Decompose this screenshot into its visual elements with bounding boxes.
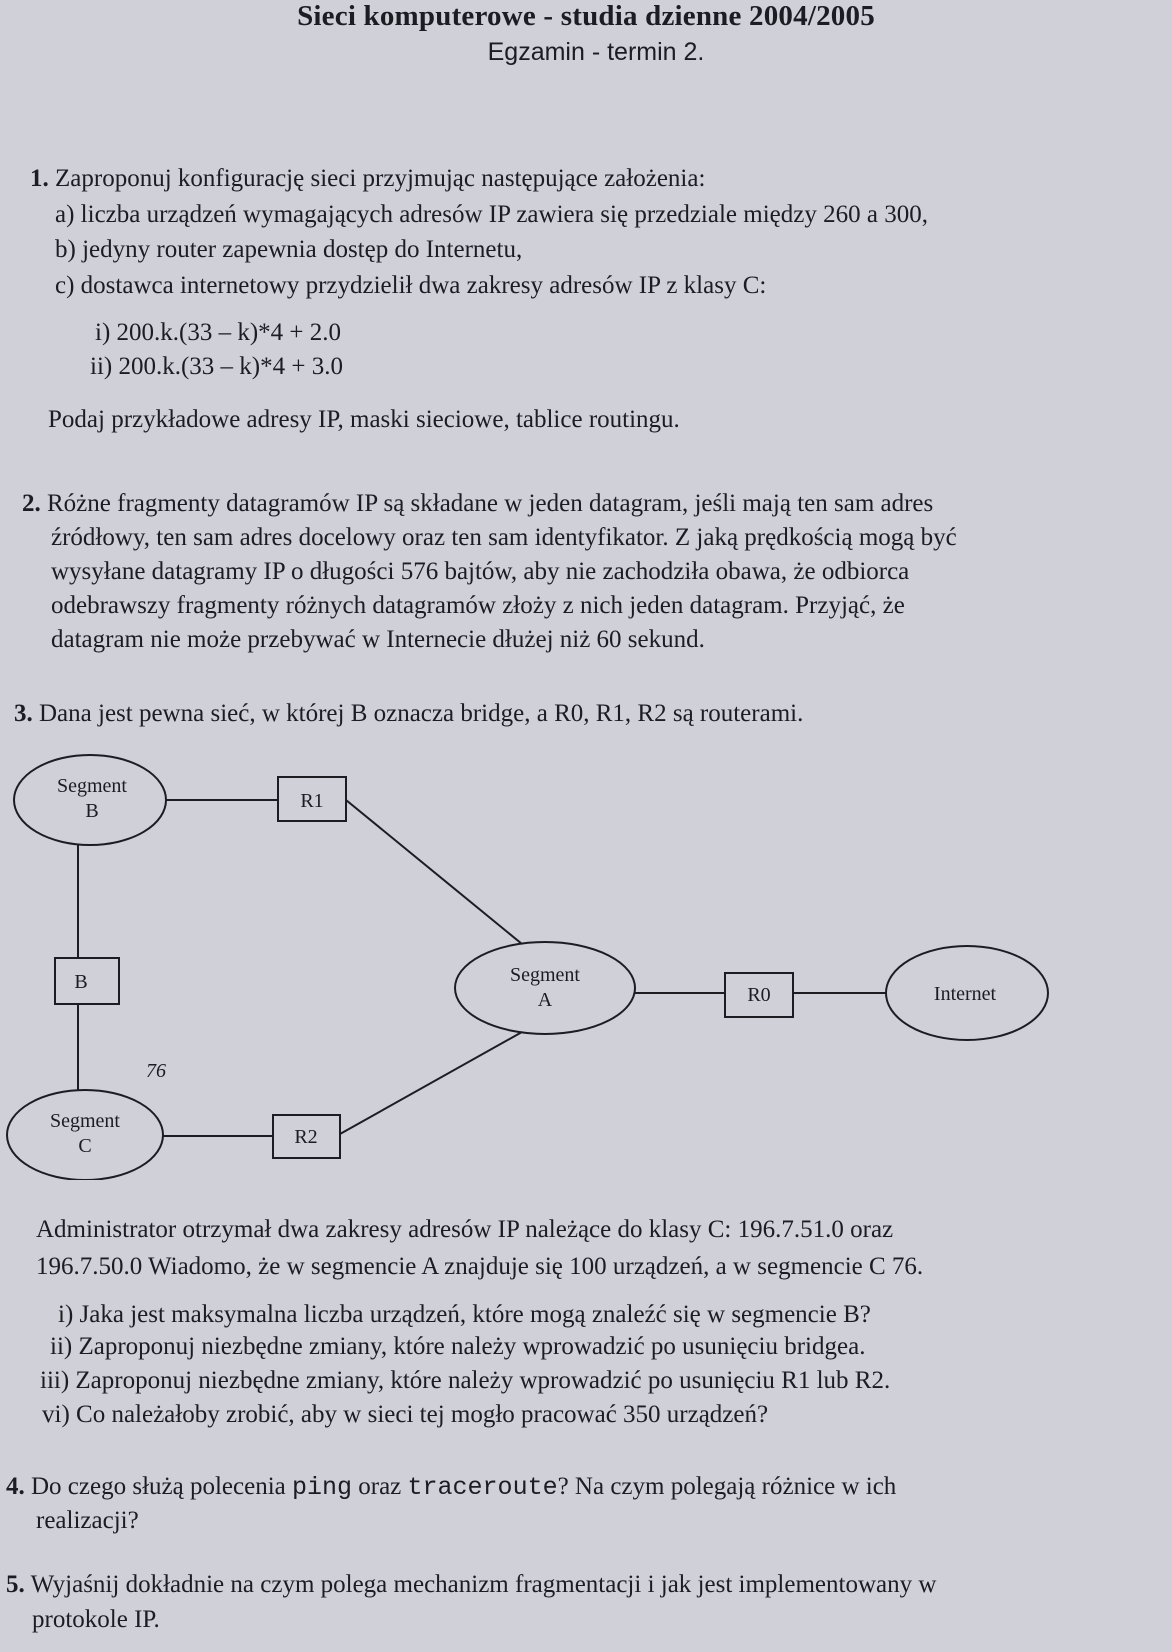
- q2-line-4: odebrawszy fragmenty różnych datagramów złoży z nich jeden datagram. Przyjąć, że: [51, 592, 905, 619]
- q1-range-i: i) 200.k.(33 – k)*4 + 2.0: [95, 319, 342, 346]
- q4-number: 4.: [6, 1473, 25, 1500]
- q2-number: 2.: [22, 490, 41, 517]
- segment-c-label-2: C: [78, 1135, 92, 1157]
- q1-range-ii: ii) 200.k.(33 – k)*4 + 3.0: [90, 353, 343, 380]
- router-r2-label: R2: [294, 1126, 318, 1148]
- page-title: Sieci komputerowe - studia dzienne 2004/2005: [297, 0, 875, 32]
- q5-line-2: protokole IP.: [32, 1606, 160, 1633]
- q2-text-1: Różne fragmenty datagramów IP są składane w jeden datagram, jeśli mają ten sam adres: [47, 490, 934, 517]
- handwritten-note: 76: [146, 1060, 166, 1082]
- segment-a-label-2: A: [537, 989, 553, 1011]
- link-r2-sega: [340, 1032, 522, 1134]
- q2-line-1: [22, 490, 933, 519]
- segment-b-label-1: Segment: [57, 775, 127, 797]
- q5-text-1: Wyjaśnij dokładnie na czym polega mechanizm fragmentacji i jak jest implementowany w: [30, 1571, 937, 1598]
- q5-number: 5.: [6, 1571, 25, 1598]
- q3-sub-ii: ii) Zaproponuj niezbędne zmiany, które należy wprowadzić po usunięciu bridgea.: [50, 1333, 866, 1360]
- q3-admin-line-1: Administrator otrzymał dwa zakresy adresów IP należące do klasy C: 196.7.51.0 oraz: [36, 1216, 894, 1243]
- q3-sub-i: i) Jaka jest maksymalna liczba urządzeń, które mogą znaleźć się w segmencie B?: [58, 1301, 871, 1328]
- router-r0-label: R0: [747, 984, 771, 1006]
- segment-a-node: [455, 942, 635, 1034]
- q3-text: Dana jest pewna sieć, w której B oznacza bridge, a R0, R1, R2 są routerami.: [39, 700, 804, 727]
- segment-c-label-1: Segment: [50, 1110, 120, 1132]
- q1-intro: [30, 165, 705, 194]
- q4-text-post: ? Na czym polegają różnice w ich: [557, 1473, 897, 1500]
- bridge-label: B: [74, 971, 88, 993]
- network-diagram: [0, 730, 1080, 1180]
- q4-text-mid: oraz: [358, 1473, 402, 1500]
- q2-line-2: źródłowy, ten sam adres docelowy oraz ten sam identyfikator. Z jaką prędkością mogą być: [51, 524, 957, 551]
- q3-sub-iii: iii) Zaproponuj niezbędne zmiany, które należy wprowadzić po usunięciu R1 lub R2.: [40, 1367, 891, 1394]
- q1-item-c: c) dostawca internetowy przydzielił dwa zakresy adresów IP z klasy C:: [55, 272, 767, 299]
- q3-intro: [14, 700, 803, 729]
- q3-admin-line-2: 196.7.50.0 Wiadomo, że w segmencie A znajduje się 100 urządzeń, a w segmencie C 76.: [36, 1253, 924, 1280]
- q4-command-traceroute: traceroute: [407, 1473, 558, 1502]
- q5-line-1: [6, 1571, 936, 1600]
- segment-a-label-1: Segment: [510, 964, 580, 986]
- q3-number: 3.: [14, 700, 33, 727]
- q1-footer: Podaj przykładowe adresy IP, maski sieciowe, tablice routingu.: [48, 406, 680, 433]
- q1-number: 1.: [30, 165, 49, 192]
- q4-line-2: realizacji?: [36, 1507, 139, 1534]
- internet-label: Internet: [933, 983, 997, 1005]
- q2-line-3: wysyłane datagramy IP o długości 576 bajtów, aby nie zachodziła obawa, że odbiorca: [51, 558, 910, 585]
- q3-sub-vi: vi) Co należałoby zrobić, aby w sieci tej mogło pracować 350 urządzeń?: [42, 1401, 769, 1428]
- link-r1-sega: [346, 800, 522, 944]
- page-subtitle: Egzamin - termin 2.: [487, 38, 705, 66]
- q4-command-ping: ping: [292, 1473, 353, 1502]
- router-r1-label: R1: [300, 790, 324, 812]
- q4-line-1: [6, 1473, 896, 1503]
- q1-item-a: a) liczba urządzeń wymagających adresów IP zawiera się przedziale między 260 a 300,: [55, 201, 928, 228]
- q1-item-b: b) jedyny router zapewnia dostęp do Internetu,: [55, 236, 523, 263]
- q1-text: Zaproponuj konfigurację sieci przyjmując następujące założenia:: [55, 165, 706, 192]
- segment-b-label-2: B: [85, 800, 99, 822]
- q2-line-5: datagram nie może przebywać w Internecie dłużej niż 60 sekund.: [51, 626, 705, 653]
- q4-text-pre: Do czego służą polecenia: [31, 1473, 286, 1500]
